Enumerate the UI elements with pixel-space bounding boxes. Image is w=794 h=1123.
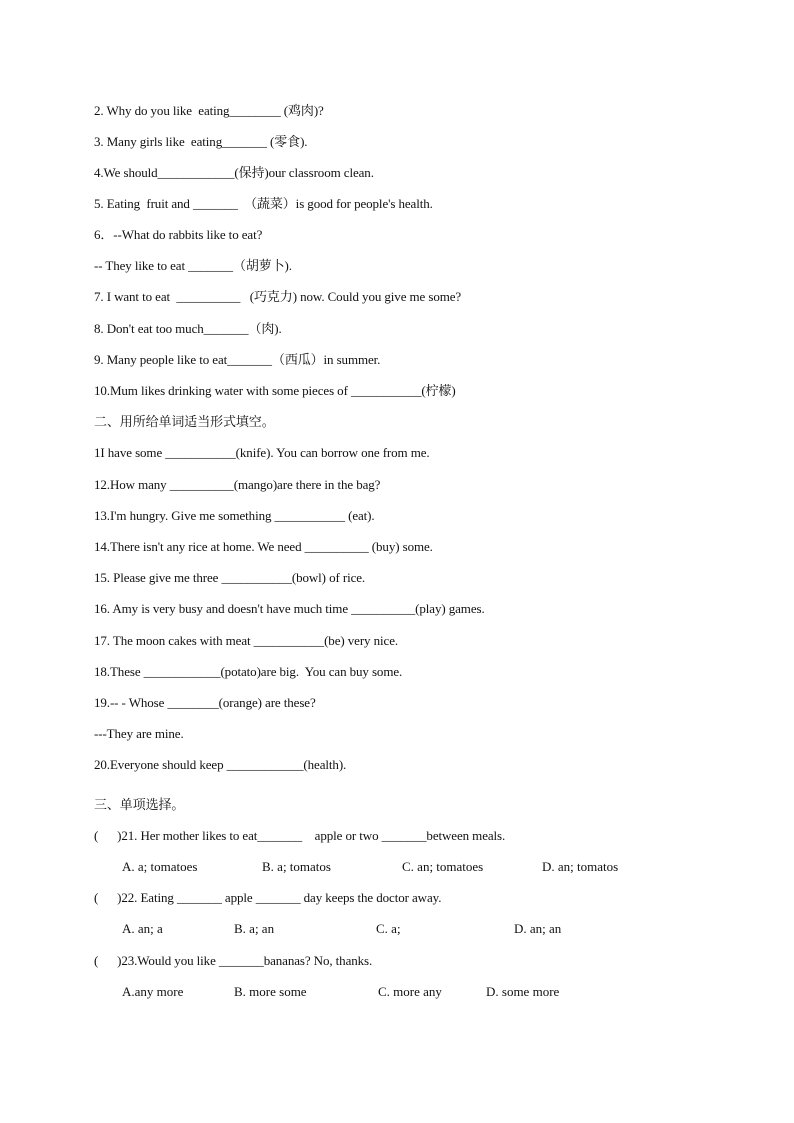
- question-15: 15. Please give me three ___________(bowl) of rice.: [94, 570, 366, 585]
- question-19: 19.-- - Whose ________(orange) are these?: [94, 695, 316, 710]
- question-7: 7. I want to eat __________ (巧克力) now. Could you give me some?: [94, 289, 462, 304]
- question-5: 5. Eating fruit and _______ （蔬菜）is good for people's health.: [94, 196, 433, 211]
- question-6-answer: -- They like to eat _______（胡萝卜).: [94, 258, 292, 273]
- question-18: 18.These ____________(potato)are big. You can buy some.: [94, 664, 403, 679]
- question-20: 20.Everyone should keep ____________(health).: [94, 757, 347, 772]
- question-14: 14.There isn't any rice at home. We need __________ (buy) some.: [94, 539, 433, 554]
- question-16: 16. Amy is very busy and doesn't have much time __________(play) games.: [94, 601, 485, 616]
- option-21-d: D. an; tomatos: [542, 859, 619, 874]
- question-23: ( )23.Would you like _______bananas? No, thanks.: [94, 953, 373, 968]
- option-23-c: C. more any: [378, 984, 442, 999]
- question-21: ( )21. Her mother likes to eat_______ apple or two _______between meals.: [94, 828, 506, 843]
- option-21-a: A. a; tomatoes: [122, 859, 198, 874]
- section-2-heading: 二、用所给单词适当形式填空。: [94, 414, 275, 429]
- question-22: ( )22. Eating _______ apple _______ day keeps the doctor away.: [94, 890, 442, 905]
- question-12: 12.How many __________(mango)are there in the bag?: [94, 477, 381, 492]
- question-17: 17. The moon cakes with meat ___________(be) very nice.: [94, 633, 399, 648]
- option-21-c: C. an; tomatoes: [402, 859, 484, 874]
- question-19-answer: ---They are mine.: [94, 726, 184, 741]
- question-8: 8. Don't eat too much_______（肉).: [94, 321, 282, 336]
- question-4: 4.We should____________(保持)our classroom clean.: [94, 165, 374, 180]
- question-2: 2. Why do you like eating________ (鸡肉)?: [94, 103, 324, 118]
- option-22-b: B. a; an: [234, 921, 275, 936]
- question-9: 9. Many people like to eat_______（西瓜）in summer.: [94, 352, 381, 367]
- option-22-c: C. a;: [376, 921, 401, 936]
- option-23-a: A.any more: [122, 984, 184, 999]
- question-11: 1I have some ___________(knife). You can borrow one from me.: [94, 445, 430, 460]
- question-13: 13.I'm hungry. Give me something ___________ (eat).: [94, 508, 375, 523]
- option-22-a: A. an; a: [122, 921, 163, 936]
- question-10: 10.Mum likes drinking water with some pieces of ___________(柠檬): [94, 383, 456, 398]
- option-22-d: D. an; an: [514, 921, 562, 936]
- option-23-b: B. more some: [234, 984, 307, 999]
- question-3: 3. Many girls like eating_______ (零食).: [94, 134, 308, 149]
- section-3-heading: 三、单项选择。: [94, 797, 185, 812]
- question-6: 6．--What do rabbits like to eat?: [94, 227, 263, 242]
- option-23-d: D. some more: [486, 984, 560, 999]
- option-21-b: B. a; tomatos: [262, 859, 331, 874]
